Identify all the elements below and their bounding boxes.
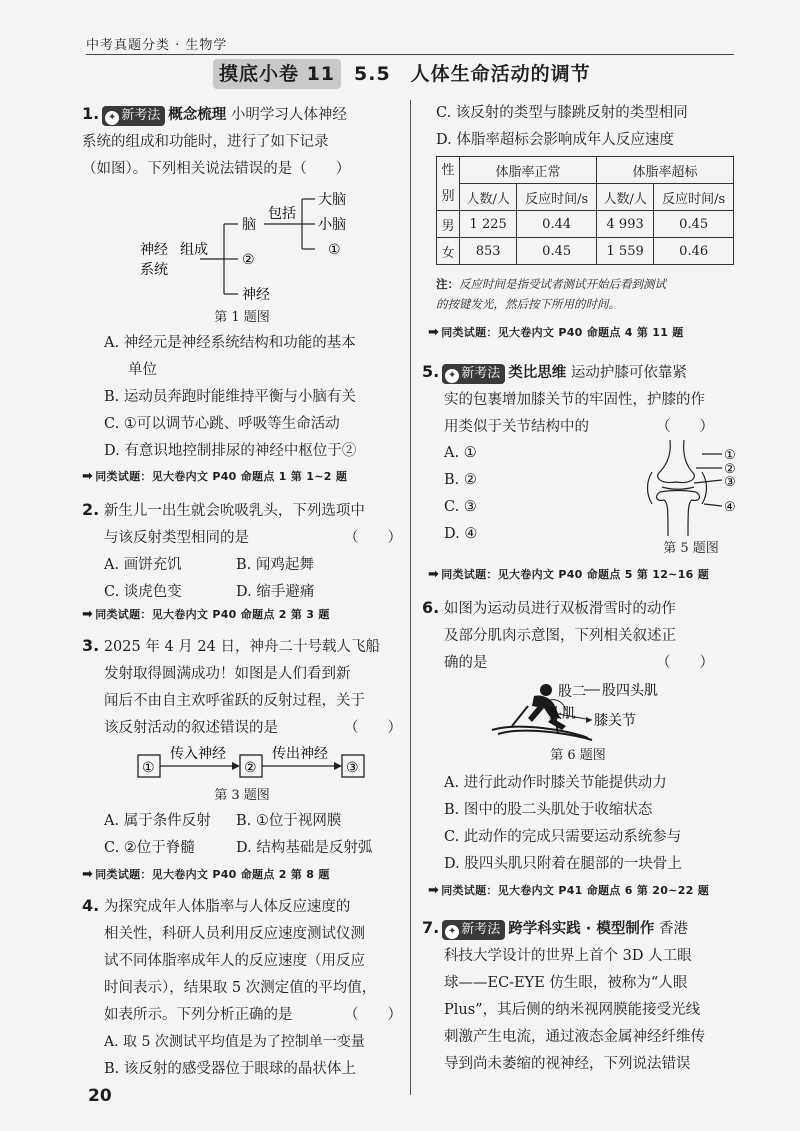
question-stem: 与该反射类型相同的是 bbox=[104, 530, 249, 546]
question-4 bbox=[82, 892, 402, 1083]
option-b[interactable]: B. ①位于视网膜 bbox=[236, 813, 342, 829]
knee-joint-diagram bbox=[642, 438, 742, 538]
question-stem: 球——EC-EYE 仿生眼，被称为“人眼 bbox=[444, 975, 688, 991]
option-b[interactable]: B. ② bbox=[444, 472, 477, 488]
arrow-icon: ➡ bbox=[82, 607, 94, 622]
option-a-cont: 单位 bbox=[128, 362, 157, 378]
cerebellum-label: 小脑 bbox=[318, 217, 346, 233]
table-note: 注：反应时间是指受试者测试开始后看到测试 的按键发光，然后按下所用的时间。 bbox=[436, 277, 666, 311]
option-d[interactable]: D. 有意识地控制排尿的神经中枢位于② bbox=[104, 443, 357, 459]
question-stem: （如图）。下列相关说法错误的是（ ） bbox=[82, 161, 351, 177]
figure-caption: 第 5 题图 bbox=[663, 541, 719, 556]
reflex-arc-diagram bbox=[136, 742, 386, 786]
question-stem: 如表所示。下列分析正确的是 bbox=[104, 1007, 293, 1023]
option-a[interactable]: A. 属于条件反射 bbox=[104, 813, 211, 829]
question-stem: 时间表示），结果取 5 次测定值的平均值， bbox=[104, 980, 377, 996]
answer-paren: （ ） bbox=[344, 1007, 402, 1023]
question-stem: 试不同体脂率成年人的反应速度（用反应 bbox=[104, 953, 365, 969]
book-title: 中考真题分类 · 生物学 bbox=[86, 38, 228, 53]
question-stem: 闻后不由自主欢呼雀跃的反射过程，关于 bbox=[104, 693, 365, 709]
option-d[interactable]: D. 股四头肌只附着在腿部的一块骨上 bbox=[444, 856, 682, 872]
question-3-options bbox=[104, 808, 404, 862]
header-sex: 性别 bbox=[437, 157, 460, 211]
cell-count: 1 559 bbox=[596, 238, 653, 265]
question-stem: 2025 年 4 月 24 日，神舟二十号载人飞船 bbox=[103, 639, 380, 655]
table-row bbox=[437, 211, 734, 238]
question-6-options bbox=[444, 770, 734, 878]
question-stem: 小明学习人体神经 bbox=[230, 107, 347, 123]
new-method-tag: ✦ 新考法 bbox=[442, 920, 505, 940]
cerebrum-label: 大脑 bbox=[318, 192, 346, 208]
root-label-line2: 系统 bbox=[140, 262, 168, 278]
question-topic: 跨学科实践 · 模型制作 bbox=[508, 921, 655, 937]
question-stem: 实的包裹增加膝关节的牢固性，护膝的作 bbox=[444, 392, 705, 408]
root-label-line1: 神经 bbox=[140, 242, 168, 258]
box-2-label: ② bbox=[244, 760, 257, 776]
answer-paren: （ ） bbox=[656, 655, 714, 671]
page-title: 5.5 人体生命活动的调节 bbox=[354, 63, 591, 85]
option-b[interactable]: B. 闻鸡起舞 bbox=[236, 557, 314, 573]
option-b[interactable]: B. 该反射的感受器位于眼球的晶状体上 bbox=[104, 1061, 356, 1077]
arrow-icon: ➡ bbox=[428, 883, 440, 898]
figure-caption: 第 1 题图 bbox=[214, 310, 270, 325]
question-stem: 刺激产生电流，通过液态金属神经纤维传 bbox=[444, 1029, 705, 1045]
quiz-badge: 摸底小卷 11 bbox=[213, 59, 341, 89]
question-number: 7. bbox=[422, 918, 440, 937]
column-divider bbox=[410, 100, 411, 1095]
question-stem: 及部分肌肉示意图，下列相关叙述正 bbox=[444, 628, 676, 644]
answer-paren: （ ） bbox=[344, 720, 402, 736]
arrow-icon: ➡ bbox=[428, 325, 440, 340]
nerve-label: 神经 bbox=[242, 287, 270, 303]
body-fat-reaction-table bbox=[436, 156, 734, 265]
option-b[interactable]: B. 图中的股二头肌处于收缩状态 bbox=[444, 802, 653, 818]
biceps-label: 股二 bbox=[558, 684, 586, 700]
question-stem: 系统的组成和功能时，进行了如下记录 bbox=[82, 134, 329, 150]
option-a[interactable]: A. 画饼充饥 bbox=[104, 557, 182, 573]
lightbulb-icon: ✦ bbox=[445, 925, 459, 939]
question-stem: Plus”，其后侧的纳米视网膜能接受光线 bbox=[444, 1002, 701, 1018]
cell-sex: 男 bbox=[437, 211, 460, 238]
question-number: 5. bbox=[422, 362, 440, 381]
question-5-options bbox=[444, 440, 564, 548]
page-number: 20 bbox=[88, 1086, 112, 1106]
question-stem: 科技大学设计的世界上首个 3D 人工眼 bbox=[444, 948, 692, 964]
answer-paren: （ ） bbox=[344, 530, 402, 546]
question-7 bbox=[422, 914, 734, 1078]
question-topic: 类比思维 bbox=[508, 365, 567, 381]
cell-count: 1 225 bbox=[460, 211, 517, 238]
option-d[interactable]: D. 体脂率超标会影响成年人反应速度 bbox=[436, 132, 674, 148]
nervous-system-concept-diagram bbox=[122, 186, 382, 312]
question-stem: 发射取得圆满成功！如图是人们看到新 bbox=[104, 666, 351, 682]
reference-note: ➡ 同类试题：见大卷内文 P40 命题点 5 第 12~16 题 bbox=[428, 564, 709, 586]
cell-sex: 女 bbox=[437, 238, 460, 265]
question-stem: 如图为运动员进行双板滑雪时的动作 bbox=[443, 601, 676, 617]
arrow-icon: ➡ bbox=[82, 469, 94, 484]
option-c[interactable]: C. ③ bbox=[444, 499, 477, 515]
question-number: 1. bbox=[82, 104, 100, 123]
option-c[interactable]: C. 该反射的类型与膝跳反射的类型相同 bbox=[436, 105, 688, 121]
question-number: 2. bbox=[82, 500, 100, 519]
figure-caption: 第 6 题图 bbox=[550, 748, 606, 763]
lightbulb-icon: ✦ bbox=[445, 369, 459, 383]
reference-note: ➡ 同类试题：见大卷内文 P40 命题点 2 第 3 题 bbox=[82, 604, 330, 626]
question-4-options-cont bbox=[436, 100, 736, 154]
mark-1: ① bbox=[328, 242, 341, 258]
skier-muscle-diagram bbox=[488, 678, 728, 744]
question-3 bbox=[82, 632, 402, 742]
question-number: 3. bbox=[82, 636, 100, 655]
reference-note: ➡ 同类试题：见大卷内文 P40 命题点 2 第 8 题 bbox=[82, 864, 330, 886]
arrow-icon: ➡ bbox=[428, 567, 440, 582]
option-d[interactable]: D. 结构基础是反射弧 bbox=[236, 840, 373, 856]
header-count: 人数/人 bbox=[460, 184, 517, 211]
cell-time: 0.44 bbox=[517, 211, 597, 238]
cell-time: 0.45 bbox=[517, 238, 597, 265]
question-stem: 相关性，科研人员利用反应速度测试仪测 bbox=[104, 926, 365, 942]
question-5 bbox=[422, 358, 734, 441]
option-c[interactable]: C. 此动作的完成只需要运动系统参与 bbox=[444, 829, 682, 845]
figure-caption: 第 3 题图 bbox=[214, 788, 270, 803]
mark-4: ④ bbox=[724, 500, 736, 515]
answer-paren: （ ） bbox=[656, 419, 714, 435]
cell-time: 0.46 bbox=[654, 238, 734, 265]
knee-joint-label: 膝关节 bbox=[594, 713, 636, 729]
question-stem: 香港 bbox=[658, 921, 688, 937]
reference-note: ➡ 同类试题：见大卷内文 P41 命题点 6 第 20~22 题 bbox=[428, 880, 709, 902]
header-rule bbox=[86, 54, 734, 55]
reference-note: ➡ 同类试题：见大卷内文 P40 命题点 4 第 11 题 bbox=[428, 322, 684, 344]
question-stem: 确的是 bbox=[444, 655, 488, 671]
question-2 bbox=[82, 496, 402, 606]
option-b[interactable]: B. 运动员奔跑时能维持平衡与小脑有关 bbox=[104, 389, 356, 405]
mark-2: ② bbox=[242, 252, 255, 268]
question-stem: 该反射活动的叙述错误的是 bbox=[104, 720, 278, 736]
cell-count: 853 bbox=[460, 238, 517, 265]
question-stem: 导到尚未萎缩的视神经，下列说法错误 bbox=[444, 1056, 691, 1072]
option-a[interactable]: A. 取 5 次测试平均值是为了控制单一变量 bbox=[104, 1034, 365, 1050]
reference-note: ➡ 同类试题：见大卷内文 P40 命题点 1 第 1~2 题 bbox=[82, 466, 347, 488]
box-3-label: ③ bbox=[346, 760, 359, 776]
question-number: 6. bbox=[422, 598, 440, 617]
header-time: 反应时间/s bbox=[654, 184, 734, 211]
question-stem: 运动护膝可依靠紧 bbox=[570, 365, 687, 381]
new-method-tag: ✦ 新考法 bbox=[442, 364, 505, 384]
question-stem: 为探究成年人体脂率与人体反应速度的 bbox=[103, 899, 351, 915]
option-a[interactable]: A. ① bbox=[444, 445, 477, 461]
question-number: 4. bbox=[82, 896, 100, 915]
question-1 bbox=[82, 100, 402, 183]
afferent-nerve-label: 传入神经 bbox=[170, 746, 226, 762]
new-method-tag: ✦ 新考法 bbox=[102, 106, 165, 126]
table-row bbox=[437, 238, 734, 265]
biceps-label-line2: 头肌 bbox=[548, 706, 576, 722]
option-d[interactable]: D. ④ bbox=[444, 526, 478, 542]
question-stem: 用类似于关节结构中的 bbox=[444, 419, 589, 435]
option-c[interactable]: C. ①可以调节心跳、呼吸等生命活动 bbox=[104, 416, 340, 432]
header-count: 人数/人 bbox=[596, 184, 653, 211]
question-6 bbox=[422, 594, 734, 677]
option-a[interactable]: A. 神经元是神经系统结构和功能的基本 bbox=[104, 335, 356, 351]
question-stem: 新生儿一出生就会吮吸乳头，下列选项中 bbox=[103, 503, 365, 519]
option-c[interactable]: C. 谈虎色变 bbox=[104, 584, 182, 600]
arrow-icon: ➡ bbox=[82, 867, 94, 882]
mark-2: ② bbox=[724, 462, 736, 477]
lightbulb-icon: ✦ bbox=[105, 111, 119, 125]
mark-1: ① bbox=[724, 448, 736, 463]
box-1-label: ① bbox=[142, 760, 155, 776]
header-over: 体脂率超标 bbox=[596, 157, 733, 184]
brain-label: 脑 bbox=[242, 217, 256, 233]
quadriceps-label: 股四头肌 bbox=[602, 683, 658, 699]
option-d[interactable]: D. 缩手避痛 bbox=[236, 584, 315, 600]
efferent-nerve-label: 传出神经 bbox=[272, 746, 328, 762]
cell-count: 4 993 bbox=[596, 211, 653, 238]
mark-3: ③ bbox=[724, 475, 736, 490]
header-time: 反应时间/s bbox=[517, 184, 597, 211]
include-label: 包括 bbox=[268, 206, 296, 222]
question-1-options bbox=[104, 330, 404, 465]
option-c[interactable]: C. ②位于脊髓 bbox=[104, 840, 195, 856]
cell-time: 0.45 bbox=[654, 211, 734, 238]
compose-label: 组成 bbox=[180, 242, 208, 258]
option-a[interactable]: A. 进行此动作时膝关节能提供动力 bbox=[444, 775, 667, 791]
header-normal: 体脂率正常 bbox=[460, 157, 597, 184]
question-topic: 概念梳理 bbox=[168, 107, 227, 123]
